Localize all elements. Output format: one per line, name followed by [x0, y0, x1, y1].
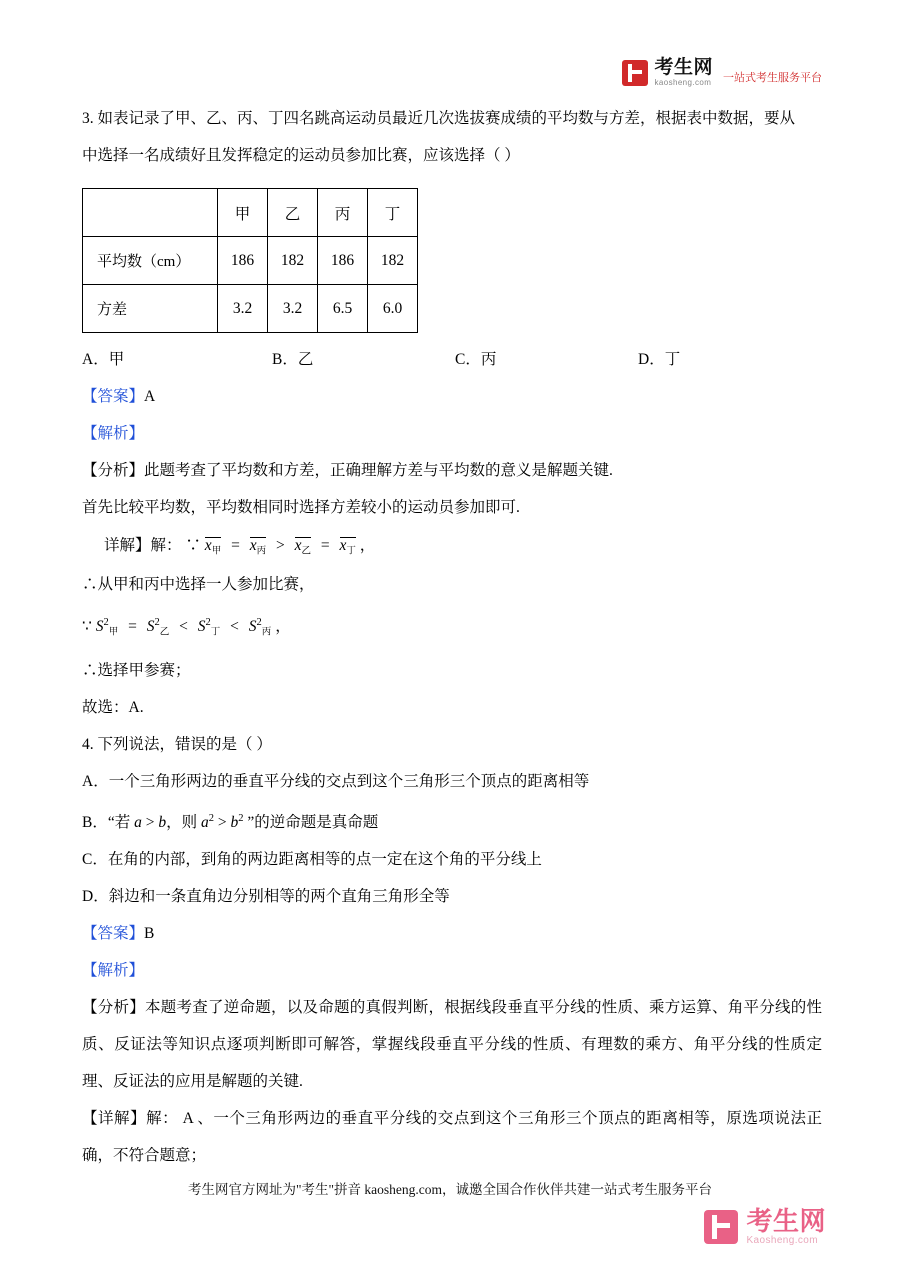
- q4-detail: [82, 1100, 822, 1174]
- q3-step-mean: [82, 526, 822, 566]
- q3-fenxi-label: 【分析】: [82, 462, 145, 479]
- footer-logo-text: [746, 1208, 826, 1246]
- q4-option-b-suffix: ”的逆命题是真命题: [243, 813, 379, 831]
- table-cell-mean-3: 186: [318, 237, 368, 285]
- q4-answer-label: 【答案】: [82, 924, 145, 942]
- table-row: [83, 237, 418, 285]
- math-mean-yi: $x_乙$: [294, 537, 312, 557]
- q3-stem-line2: 中选择一名成绩好且发挥稳定的运动员参加比赛，应该选择（ ）: [82, 147, 520, 164]
- math-equals-2: =: [320, 537, 330, 554]
- math-less-2: <: [230, 617, 239, 635]
- table-row-label-variance: 方差: [83, 285, 218, 333]
- q4-stem: 4. 下列说法，错误的是（ ）: [82, 736, 272, 754]
- math-equals: =: [231, 537, 240, 554]
- q3-stem-line1: 3. 如表记录了甲、乙、丙、丁四名跳高运动员最近几次选拔赛成绩的平均数与方差，根据表中数据，要从: [82, 110, 796, 127]
- q3-options: [82, 341, 822, 378]
- math-var-b: b: [158, 813, 167, 831]
- table-col-header-1: 甲: [218, 189, 268, 237]
- math-var-ding: $S^2_丁$: [197, 617, 221, 638]
- q4-option-c: C．在角的内部，到角的两边距离相等的点一定在这个角的平分线上: [82, 850, 542, 868]
- header-logo: [622, 58, 822, 87]
- q4-answer-value: B: [144, 924, 155, 942]
- q3-answer-value: A: [144, 388, 156, 405]
- q3-option-a: A．甲: [82, 351, 125, 368]
- q4-analysis-label: 【解析】: [82, 961, 145, 979]
- math-gt: >: [141, 813, 159, 831]
- logo-tagline: 一站式考生服务平台: [723, 72, 822, 84]
- table-cell-var-3: 6.5: [318, 285, 368, 333]
- math-mean-jia: $x_甲$: [204, 537, 222, 557]
- footer-logo-name: 考生网: [746, 1206, 826, 1236]
- logo-domain: kaosheng.com: [654, 78, 712, 87]
- footer-logo-domain: Kaosheng.com: [746, 1235, 818, 1246]
- q3-fenxi-text2: 首先比较平均数，平均数相同时选择方差较小的运动员参加即可.: [82, 499, 520, 516]
- q3-step-conclusion-2: ∴选择甲参赛；: [82, 662, 191, 680]
- math-because-symbol-2: ∵: [82, 617, 92, 635]
- footer-logo: [704, 1208, 826, 1246]
- table-corner-cell: [83, 189, 218, 237]
- math-less-1: <: [179, 617, 188, 635]
- q3-option-d: D．丁: [638, 351, 681, 368]
- table-row: [83, 285, 418, 333]
- math-comma-2: ，: [275, 617, 291, 635]
- q3-option-c: C．丙: [455, 351, 497, 368]
- q4-option-b-mid: ，则: [166, 813, 201, 831]
- q3-detail-prefix: 解：: [150, 537, 182, 554]
- q4-fenxi: [82, 989, 822, 1100]
- logo-text: [654, 58, 713, 87]
- q3-fenxi-text: 此题考查了平均数和方差，正确理解方差与平均数的意义是解题关键.: [144, 462, 613, 479]
- footer-note: 考生网官方网址为"考生"拼音 kaosheng.com，诚邀全国合作伙伴共建一站式考生服务平台: [187, 1182, 712, 1197]
- q4-detail-text: 解： A 、一个三角形两边的垂直平分线的交点到这个三角形三个顶点的距离相等，原选项说法正确，不符合题意；: [82, 1109, 822, 1164]
- kaosheng-logo-icon: [622, 60, 648, 86]
- q3-fenxi: [82, 452, 822, 489]
- table-cell-mean-1: 186: [218, 237, 268, 285]
- math-b-squared: $b^2$: [230, 813, 244, 831]
- math-equals-3: =: [128, 617, 137, 635]
- math-var-a: a: [134, 813, 142, 831]
- table-cell-mean-4: 182: [368, 237, 418, 285]
- q3-step-conclusion-1: ∴从甲和丙中选择一人参加比赛，: [82, 576, 315, 593]
- table-col-header-2: 乙: [268, 189, 318, 237]
- math-var-jia: $S^2_甲$: [95, 617, 119, 638]
- math-var-yi: $S^2_乙$: [146, 617, 170, 638]
- q4-fenxi-label: 【分析】: [82, 998, 145, 1016]
- table-col-header-4: 丁: [368, 189, 418, 237]
- table-cell-var-1: 3.2: [218, 285, 268, 333]
- table-cell-var-4: 6.0: [368, 285, 418, 333]
- logo-name: 考生网: [654, 57, 713, 78]
- q4-option-d: D．斜边和一条直角边分别相等的两个直角三角形全等: [82, 887, 450, 905]
- q3-statistics-table: [82, 188, 418, 333]
- q3-step-final: 故选：A.: [82, 699, 144, 717]
- math-var-bing: $S^2_丙$: [248, 617, 272, 638]
- math-gt-2: >: [213, 813, 231, 831]
- table-row-header: [83, 189, 418, 237]
- table-cell-var-2: 3.2: [268, 285, 318, 333]
- q3-detail-label: 详解】: [104, 537, 151, 554]
- math-mean-ding: $x_丁$: [339, 537, 356, 557]
- q3-option-b: B．乙: [272, 351, 314, 368]
- kaosheng-logo-icon-footer: [704, 1210, 738, 1244]
- math-a-squared: $a^2$: [200, 813, 214, 831]
- table-cell-mean-2: 182: [268, 237, 318, 285]
- q4-fenxi-text: 本题考查了逆命题，以及命题的真假判断，根据线段垂直平分线的性质、乘方运算、角平分线的性质、反证法等知识点逐项判断即可解答，掌握线段垂直平分线的性质、有理数的乘方、角平分线的性质定理、反证法的应用是解题的关键.: [82, 998, 822, 1090]
- math-mean-bing: $x_丙$: [249, 537, 267, 557]
- q4-detail-label: 【详解】: [82, 1109, 147, 1127]
- math-because-symbol: ∵: [185, 537, 201, 554]
- math-comma: ，: [359, 537, 376, 554]
- q4-option-b: [82, 800, 822, 841]
- document-body: [82, 100, 822, 1174]
- q3-answer: [82, 378, 822, 415]
- table-row-label-mean: 平均数（cm）: [83, 237, 218, 285]
- q3-step-variance: [82, 603, 822, 652]
- q3-answer-label: 【答案】: [82, 388, 145, 405]
- table-col-header-3: 丙: [318, 189, 368, 237]
- q4-option-b-prefix: B．“若: [82, 813, 135, 831]
- q4-answer: [82, 915, 822, 952]
- q4-option-a: A．一个三角形两边的垂直平分线的交点到这个三角形三个顶点的距离相等: [82, 773, 590, 791]
- q3-analysis-label: 【解析】: [82, 425, 145, 442]
- math-greater: >: [275, 537, 285, 554]
